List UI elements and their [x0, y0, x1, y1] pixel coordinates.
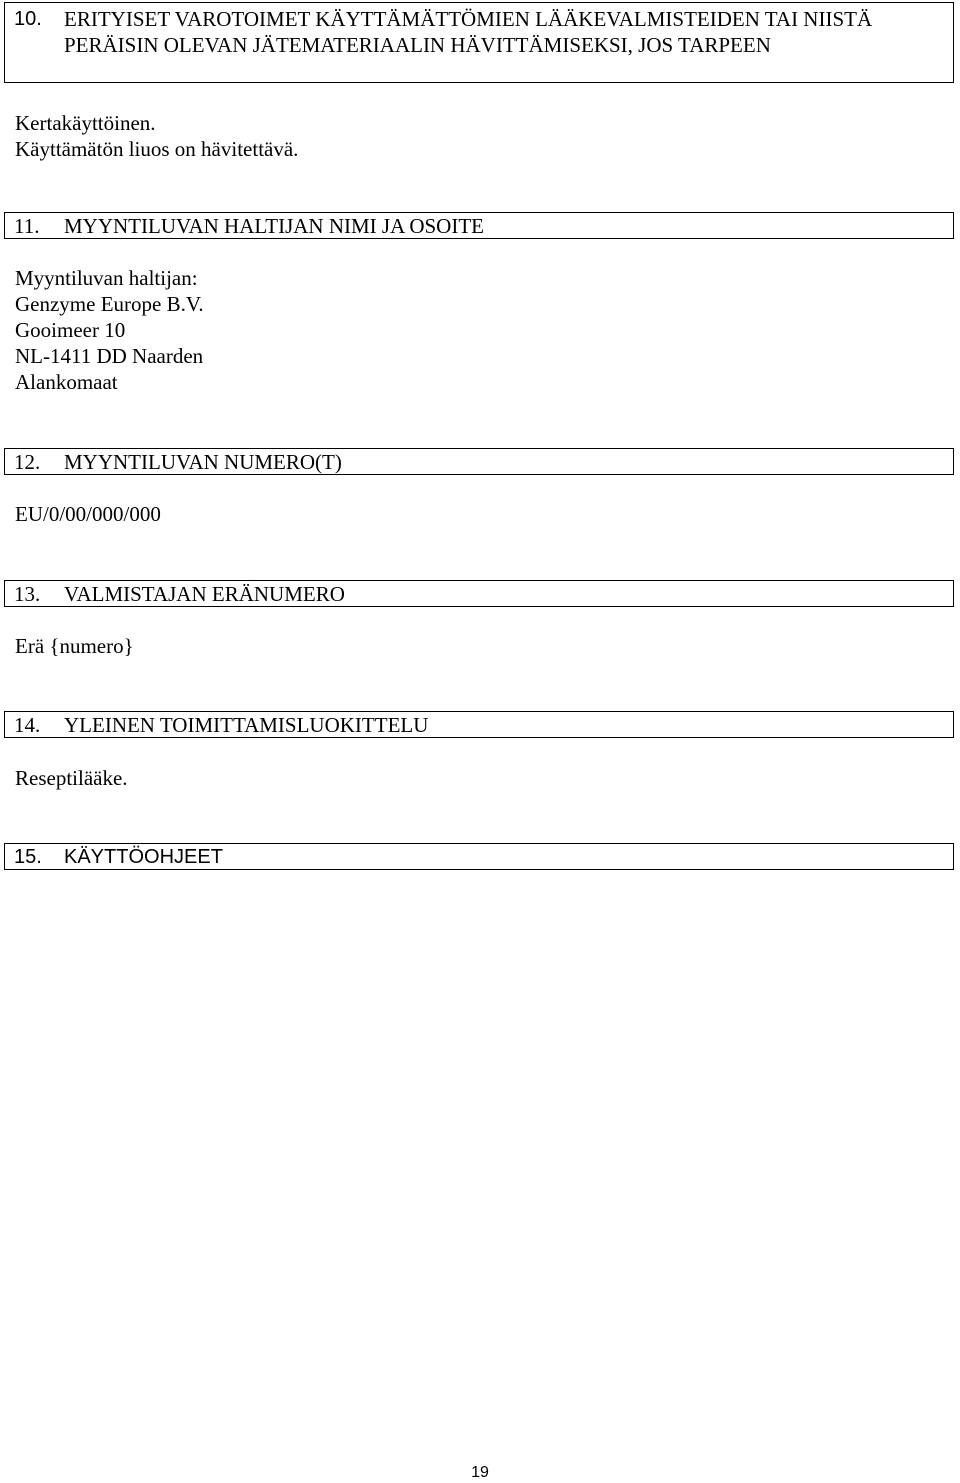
- text-line: Genzyme Europe B.V.: [15, 292, 204, 316]
- page-number: 19: [471, 1464, 489, 1481]
- section-title: KÄYTTÖOHJEET: [64, 846, 223, 868]
- text-line: Käyttämätön liuos on hävitettävä.: [15, 137, 299, 161]
- section-number: 13.: [14, 582, 41, 606]
- text-line: Gooimeer 10: [15, 318, 126, 342]
- section-10-content: [15, 110, 298, 162]
- section-10-header: [4, 2, 954, 83]
- section-12-header: [4, 448, 954, 475]
- section-11-header: [4, 212, 954, 239]
- section-number: 15.: [14, 846, 42, 868]
- section-number: 12.: [14, 450, 41, 474]
- section-title: MYYNTILUVAN NUMERO(T): [64, 450, 342, 474]
- text-line: NL-1411 DD Naarden: [15, 344, 204, 368]
- section-13-content: [15, 633, 134, 659]
- section-number: 10.: [14, 8, 42, 30]
- text-line: Alankomaat: [15, 370, 118, 394]
- text-line: Reseptilääke.: [15, 766, 128, 790]
- text-line: Myyntiluvan haltijan:: [15, 266, 198, 290]
- section-number: 14.: [14, 713, 41, 737]
- section-11-content: [15, 265, 204, 395]
- section-title: YLEINEN TOIMITTAMISLUOKITTELU: [64, 713, 429, 737]
- text-line: EU/0/00/000/000: [15, 502, 161, 526]
- section-number: 11.: [14, 214, 40, 238]
- section-15-header: [4, 843, 954, 870]
- section-title: VALMISTAJAN ERÄNUMERO: [64, 582, 345, 606]
- section-title: MYYNTILUVAN HALTIJAN NIMI JA OSOITE: [64, 214, 484, 238]
- section-title: ERITYISET VAROTOIMET KÄYTTÄMÄTTÖMIEN LÄÄKEVALMISTEIDEN TAI NIISTÄ PERÄISIN OLEVAN JÄTEMATERIAALIN HÄVITTÄMISEKSI, JOS TARPEEN: [64, 7, 873, 57]
- section-14-content: [15, 765, 128, 791]
- text-line: Erä {numero}: [15, 634, 134, 658]
- section-13-header: [4, 580, 954, 607]
- section-14-header: [4, 711, 954, 738]
- section-12-content: [15, 501, 161, 527]
- text-line: Kertakäyttöinen.: [15, 111, 156, 135]
